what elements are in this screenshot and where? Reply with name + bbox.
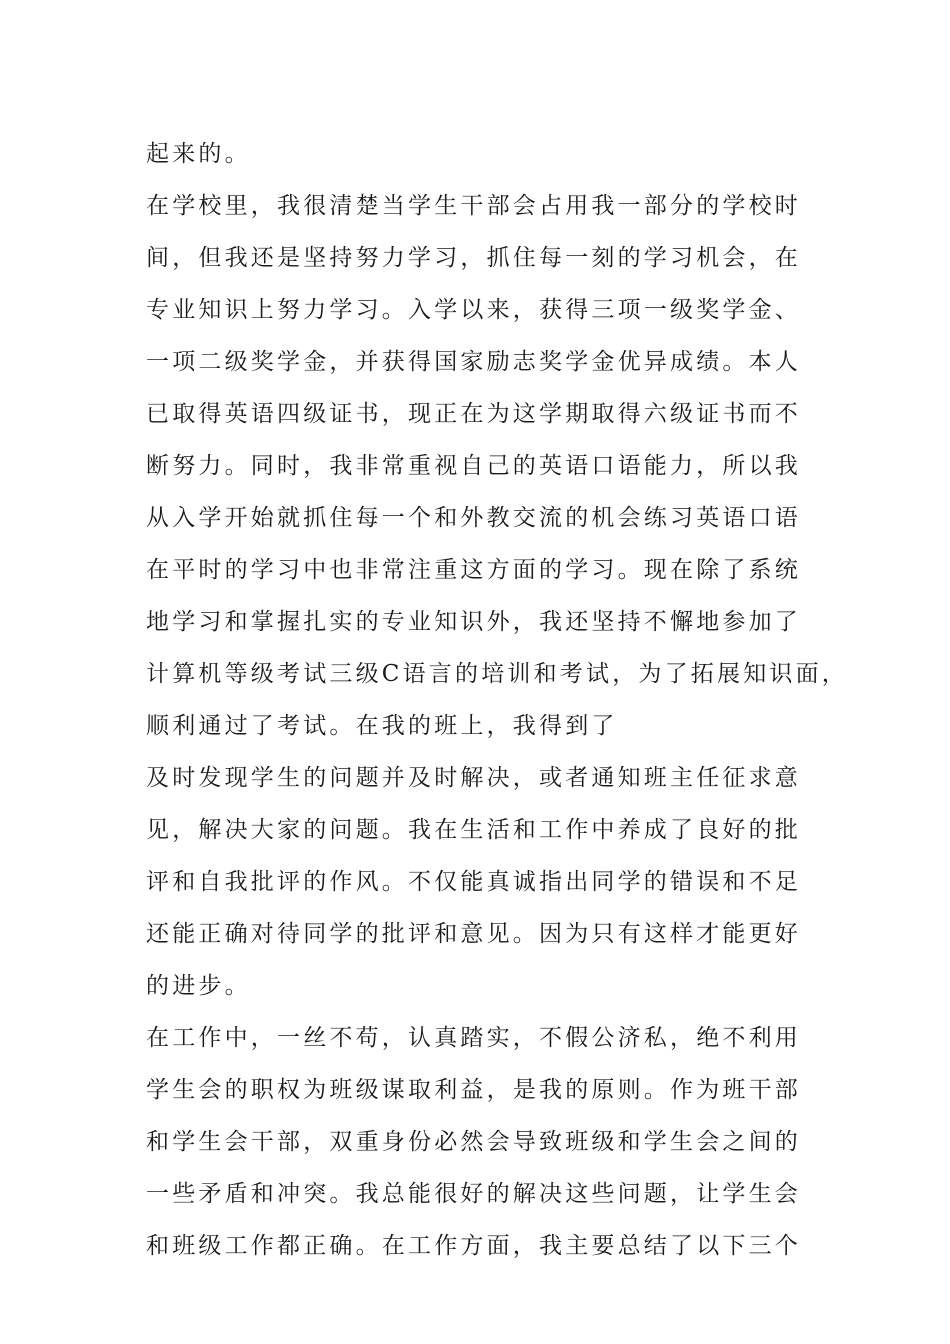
text-line: 的进步。 — [146, 973, 251, 999]
text-line: 地学习和掌握扎实的专业知识外，我还坚持不懈地参加了 — [146, 609, 801, 635]
text-line: 计算机等级考试三级C语言的培训和考试，为了拓展知识面， — [146, 661, 848, 687]
text-line: 及时发现学生的问题并及时解决，或者通知班主任征求意 — [146, 765, 801, 791]
text-line: 断努力。同时，我非常重视自己的英语口语能力，所以我 — [146, 453, 801, 479]
text-line: 见，解决大家的问题。我在生活和工作中养成了良好的批 — [146, 817, 801, 843]
text-line: 学生会的职权为班级谋取利益，是我的原则。作为班干部 — [146, 1077, 801, 1103]
text-line: 评和自我批评的作风。不仅能真诚指出同学的错误和不足 — [146, 869, 801, 895]
text-line: 在学校里，我很清楚当学生干部会占用我一部分的学校时 — [146, 193, 801, 219]
text-line: 和学生会干部，双重身份必然会导致班级和学生会之间的 — [146, 1129, 801, 1155]
text-line: 一些矛盾和冲突。我总能很好的解决这些问题，让学生会 — [146, 1181, 801, 1207]
text-line: 从入学开始就抓住每一个和外教交流的机会练习英语口语 — [146, 505, 801, 531]
text-line: 在平时的学习中也非常注重这方面的学习。现在除了系统 — [146, 557, 801, 583]
body-text — [146, 133, 866, 1277]
text-line: 间，但我还是坚持努力学习，抓住每一刻的学习机会，在 — [146, 245, 801, 271]
text-line: 还能正确对待同学的批评和意见。因为只有这样才能更好 — [146, 921, 801, 947]
text-line: 在工作中，一丝不苟，认真踏实，不假公济私，绝不利用 — [146, 1025, 801, 1051]
text-line: 和班级工作都正确。在工作方面，我主要总结了以下三个 — [146, 1233, 801, 1259]
text-line: 已取得英语四级证书，现正在为这学期取得六级证书而不 — [146, 401, 801, 427]
text-line: 专业知识上努力学习。入学以来，获得三项一级奖学金、 — [146, 297, 801, 323]
text-line: 顺利通过了考试。在我的班上，我得到了 — [146, 713, 618, 739]
text-line: 一项二级奖学金，并获得国家励志奖学金优异成绩。本人 — [146, 349, 801, 375]
text-line: 起来的。 — [146, 141, 251, 167]
